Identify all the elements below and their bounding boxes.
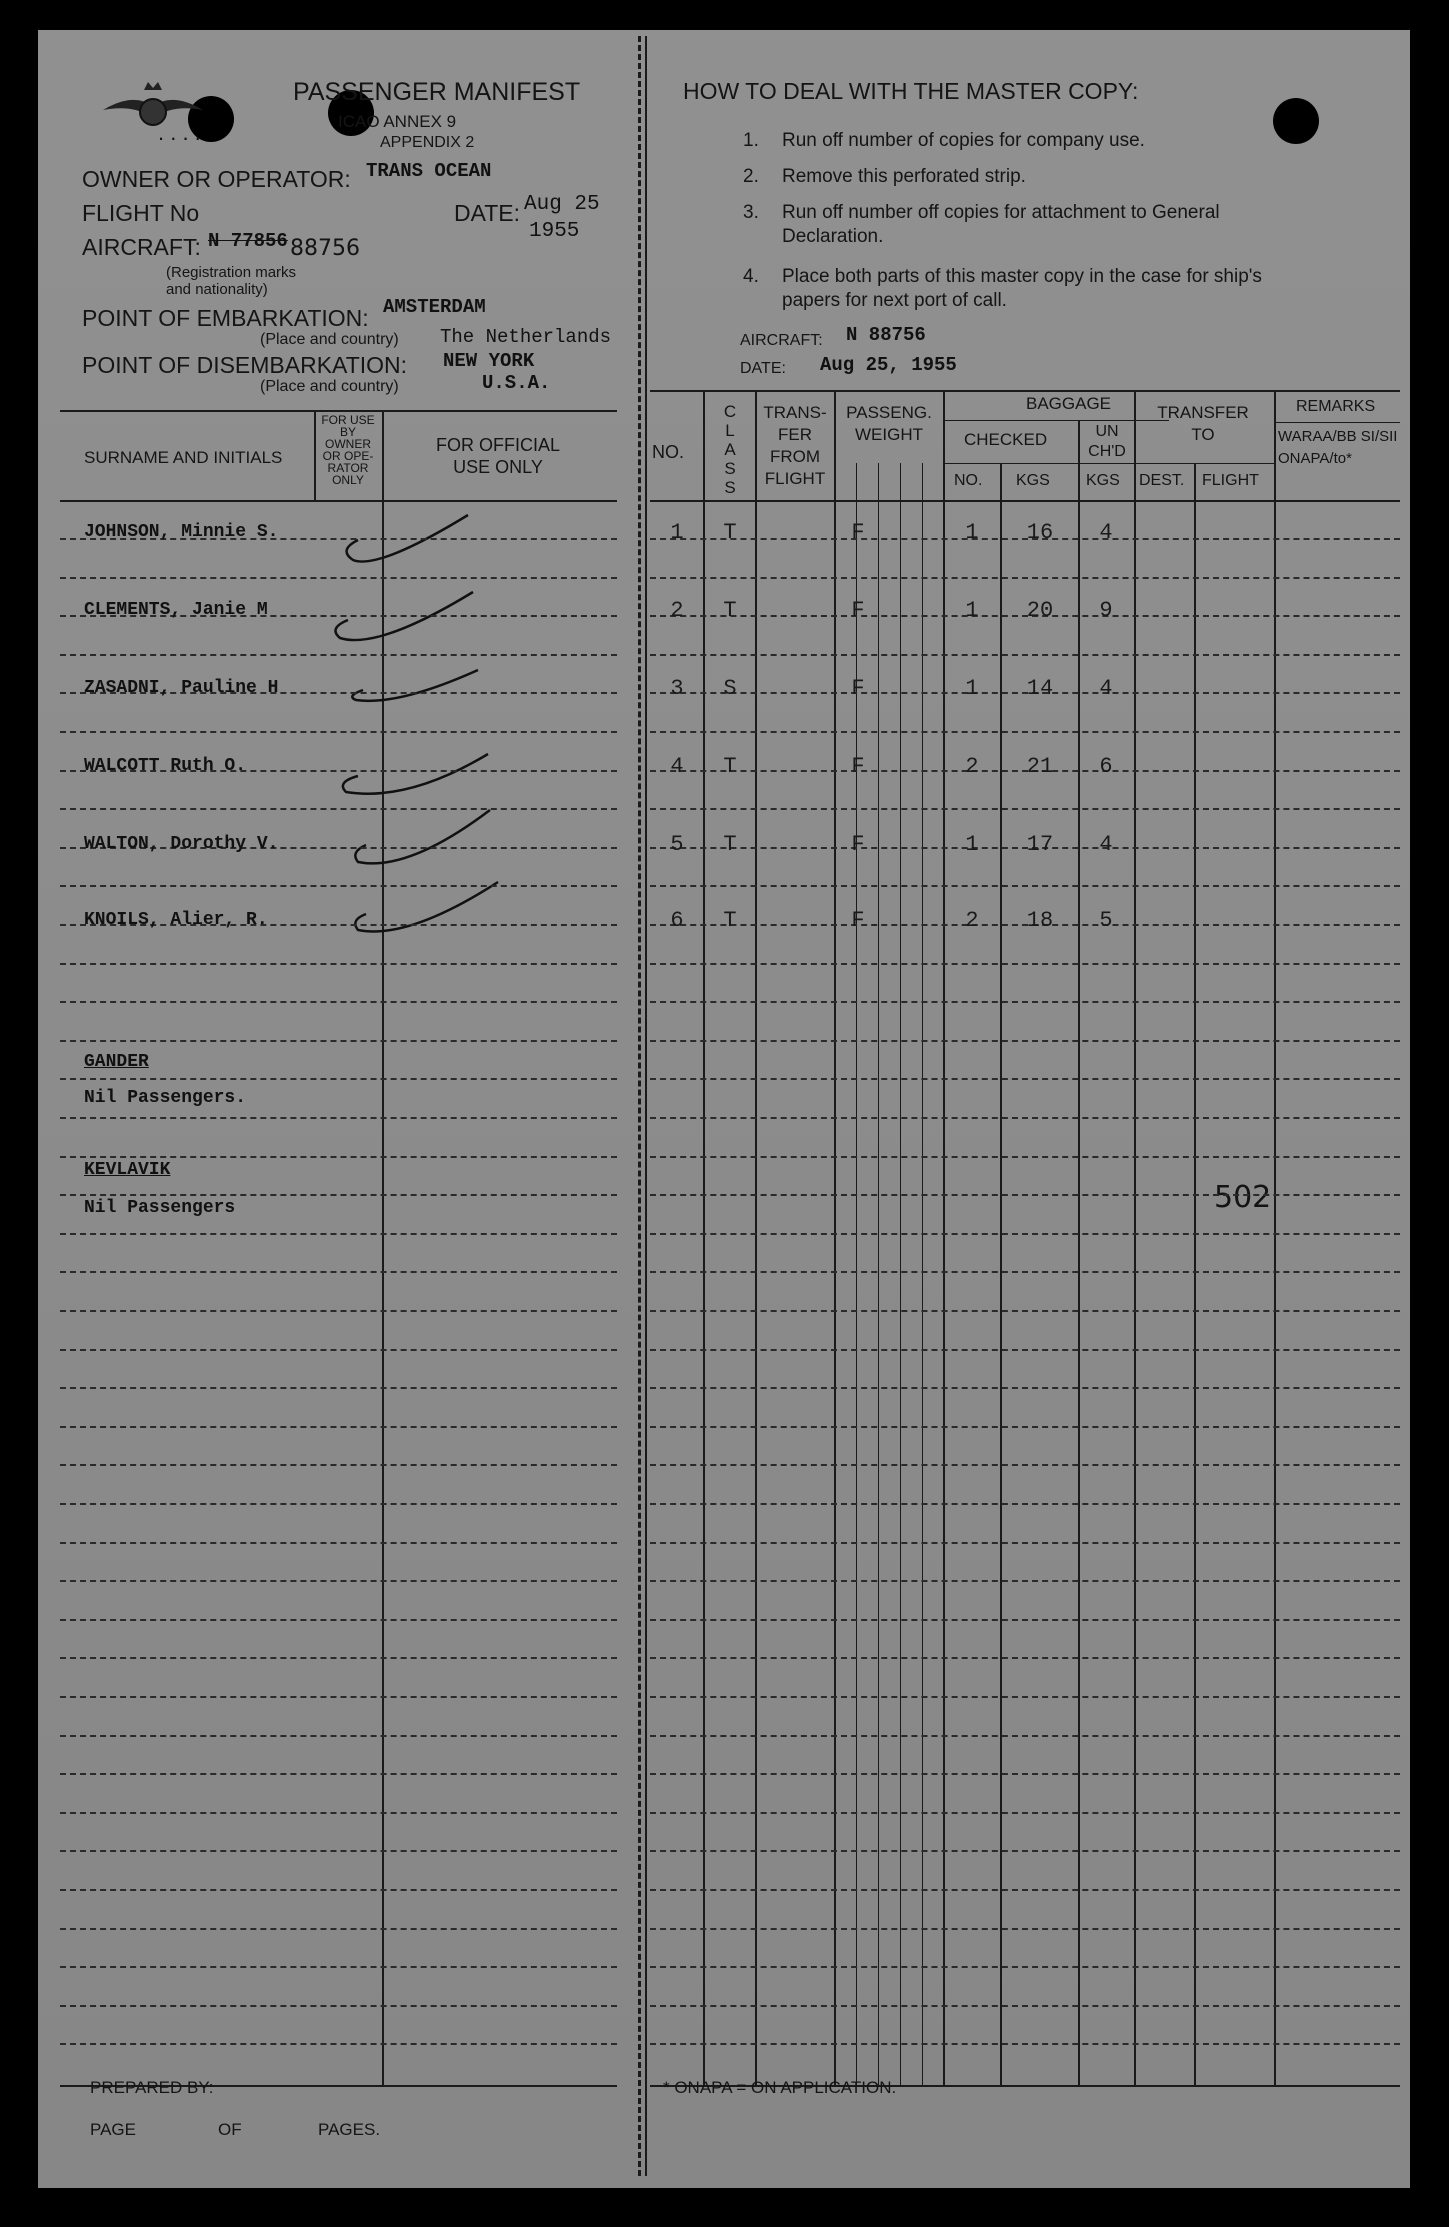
appendix-label: APPENDIX 2 [380,134,475,151]
col-line-thin [922,463,923,2085]
disembarkation-country: U.S.A. [482,372,551,394]
col-flight: FLIGHT [1202,472,1259,489]
ruled-line [650,1117,1400,1119]
gander-note: Nil Passengers. [84,1088,247,1108]
owner-value: TRANS OCEAN [366,160,492,182]
col-line [834,390,836,2085]
ruled-line [60,1156,617,1158]
checked-divider [943,463,1090,464]
passenger-bag-kgs: 20 [1026,598,1054,623]
ruled-line [650,1426,1400,1428]
passenger-class: T [723,832,737,857]
ruled-line [60,808,617,810]
table-top-border-right [650,390,1400,392]
aircraft-value-handwritten: 88756 [290,236,360,261]
col-weight: PASSENG. WEIGHT [846,403,932,444]
ruled-line [650,1271,1400,1273]
instruction-number: 2. [743,166,759,187]
passenger-weight: F [851,832,865,857]
instruction-text: Run off number of copies for company use. [782,130,1145,151]
ruled-line [650,1773,1400,1775]
passenger-bag-no: 2 [965,908,979,933]
instructions-title: HOW TO DEAL WITH THE MASTER COPY: [683,78,1139,104]
ruled-line [650,1233,1400,1235]
passenger-name: WALCOTT Ruth O. [84,756,247,776]
passenger-unchd-kgs: 4 [1099,520,1113,545]
col-baggage: BAGGAGE [1026,394,1112,413]
col-line [755,390,757,2085]
ruled-line [60,885,617,887]
ruled-line [650,885,1400,887]
ruled-line [650,1735,1400,1737]
col-checked: CHECKED [964,430,1048,449]
col-dest: DEST. [1139,472,1185,489]
registration-note-2: and nationality) [166,281,268,298]
passenger-name: KNOILS, Alier, R. [84,910,268,930]
manifest-sheet [38,30,1410,2188]
passenger-bag-no: 1 [965,676,979,701]
col-line [1000,463,1002,2085]
ruled-line [650,2043,1400,2045]
ruled-line [60,1928,617,1930]
col-no: NO. [652,442,685,462]
ruled-line [650,808,1400,810]
ruled-line [60,731,617,733]
page-label: PAGE [90,2120,136,2139]
strip-aircraft-value: N 88756 [846,324,926,346]
passenger-weight: F [851,520,865,545]
ruled-line [650,1812,1400,1814]
of-label: OF [218,2120,242,2139]
ruled-line [650,577,1400,579]
col-for-use: FOR USE BY OWNER OR OPE- RATOR ONLY [321,413,375,487]
passenger-class: T [723,754,737,779]
passenger-class: T [723,598,737,623]
ruled-line [650,654,1400,656]
embarkation-city: AMSTERDAM [383,296,486,318]
passenger-name: CLEMENTS, Janie M [84,600,268,620]
embarkation-country: The Netherlands [440,326,612,348]
logo-dots: . . . . [158,120,201,145]
date-value-year: 1955 [529,220,580,243]
col-unchd-kgs: KGS [1086,472,1120,489]
instruction-text: Declaration. [782,226,884,247]
col-line [1134,390,1136,2085]
ruled-line [650,1580,1400,1582]
ruled-line [650,2005,1400,2007]
passenger-weight: F [851,676,865,701]
col-line [1194,463,1196,2085]
ruled-line [60,1580,617,1582]
ruled-line [650,1310,1400,1312]
ruled-line [60,963,617,965]
annex-label: ICAO ANNEX 9 [338,112,457,131]
passenger-weight: F [851,908,865,933]
col-line [1078,420,1080,2085]
ruled-line [650,1619,1400,1621]
ruled-line [60,1966,617,1968]
col-checked-no: NO. [954,472,983,489]
ruled-line [60,1349,617,1351]
passenger-weight: F [851,598,865,623]
ruled-line [60,1194,617,1196]
col-class: C L A S S [723,402,737,497]
aircraft-label: AIRCRAFT: [82,234,201,260]
col-line [1274,390,1276,2085]
passenger-no: 6 [670,908,684,933]
ruled-line [650,1696,1400,1698]
col-line-thin [878,463,879,2085]
instruction-number: 4. [743,266,759,287]
passenger-weight: F [851,754,865,779]
col-surname: SURNAME AND INITIALS [84,448,283,467]
pages-label: PAGES. [318,2120,381,2139]
passenger-bag-kgs: 18 [1026,908,1054,933]
passenger-unchd-kgs: 4 [1099,676,1113,701]
passenger-unchd-kgs: 4 [1099,832,1113,857]
col-line [703,390,705,2085]
passenger-class: T [723,520,737,545]
passenger-bag-kgs: 17 [1026,832,1054,857]
ruled-line [650,1889,1400,1891]
ruled-line [60,1735,617,1737]
ruled-line [650,1040,1400,1042]
ruled-line [650,963,1400,965]
strip-edge [645,36,647,2176]
passenger-bag-no: 1 [965,598,979,623]
ruled-line [650,1503,1400,1505]
disembarkation-city: NEW YORK [443,350,535,372]
disembarkation-label: POINT OF DISEMBARKATION: [82,352,408,378]
gander-title: GANDER [84,1052,149,1072]
instruction-number: 1. [743,130,759,151]
owner-label: OWNER OR OPERATOR: [82,166,351,192]
ruled-line [60,1426,617,1428]
ruled-line [60,1387,617,1389]
ruled-line [60,1889,617,1891]
ruled-line [650,1156,1400,1158]
passenger-bag-kgs: 16 [1026,520,1054,545]
col-line-thin [900,463,901,2085]
col-line [943,390,945,2085]
header-bottom-border-left [60,500,617,502]
col-remarks-codes: WARAA/BB SI/SII ONAPA/to* [1278,428,1398,467]
ruled-line [60,1271,617,1273]
passenger-no: 3 [670,676,684,701]
instruction-text: Place both parts of this master copy in the case for ship's [782,266,1262,287]
table-top-border-left [60,410,617,412]
col-unchd: UN CH'D [1088,423,1126,460]
passenger-bag-no: 1 [965,832,979,857]
transfer-divider [1090,463,1274,464]
ruled-line [650,1928,1400,1930]
passenger-name: ZASADNI, Pauline H [84,678,279,698]
date-label: DATE: [454,200,521,226]
instruction-text: Run off number off copies for attachment to General [782,202,1220,223]
col-official: FOR OFFICIAL USE ONLY [435,435,560,477]
passenger-bag-no: 1 [965,520,979,545]
page-title: PASSENGER MANIFEST [293,78,581,106]
ruled-line [60,1850,617,1852]
prepared-by-label: PREPARED BY: [90,2078,214,2097]
col-line [314,410,316,500]
ruled-line [650,731,1400,733]
ruled-line [60,1040,617,1042]
stamp-number: 502 [1214,1180,1272,1215]
ruled-line [60,1812,617,1814]
punch-hole [1273,98,1319,144]
ruled-line [650,1657,1400,1659]
ruled-line [60,1233,617,1235]
instruction-text: Remove this perforated strip. [782,166,1026,187]
ruled-line [60,1310,617,1312]
passenger-class: S [723,676,737,701]
passenger-unchd-kgs: 9 [1099,598,1113,623]
instruction-text: papers for next port of call. [782,290,1007,311]
ruled-line [60,1773,617,1775]
col-checked-kgs: KGS [1016,472,1050,489]
onapa-note: * ONAPA = ON APPLICATION. [663,2078,897,2097]
ruled-line [60,1464,617,1466]
ruled-line [650,1542,1400,1544]
passenger-no: 4 [670,754,684,779]
col-transfer-to: TRANSFER TO [1157,403,1249,444]
ruled-line [650,1850,1400,1852]
passenger-bag-no: 2 [965,754,979,779]
place-country-note-2: (Place and country) [260,378,399,395]
ruled-line [60,2043,617,2045]
ruled-line [60,1696,617,1698]
col-transfer-from: TRANS- FER FROM FLIGHT [763,403,827,488]
passenger-name: JOHNSON, Minnie S. [84,522,279,542]
ruled-line [60,2005,617,2007]
ruled-line [60,1657,617,1659]
passenger-no: 5 [670,832,684,857]
keflavik-note: Nil Passengers [84,1198,236,1218]
ruled-line [60,1001,617,1003]
strip-date-value: Aug 25, 1955 [820,354,957,376]
date-value-month: Aug 25 [524,193,600,216]
strip-aircraft-label: AIRCRAFT: [740,332,823,349]
passenger-unchd-kgs: 5 [1099,908,1113,933]
embarkation-label: POINT OF EMBARKATION: [82,305,369,331]
ruled-line [650,1464,1400,1466]
ruled-line [60,577,617,579]
ruled-line [60,1619,617,1621]
passenger-name: WALTON, Dorothy V. [84,834,279,854]
ruled-line [650,1194,1400,1196]
ruled-line [650,1078,1400,1080]
passenger-bag-kgs: 21 [1026,754,1054,779]
header-bottom-border-right [650,500,1400,502]
passenger-bag-kgs: 14 [1026,676,1054,701]
place-country-note-1: (Place and country) [260,331,399,348]
ruled-line [60,654,617,656]
strip-date-label: DATE: [740,360,786,377]
flight-label: FLIGHT No [82,200,200,226]
ruled-line [650,1387,1400,1389]
passenger-no: 2 [670,598,684,623]
registration-note-1: (Registration marks [166,264,297,281]
passenger-no: 1 [670,520,684,545]
passenger-class: T [723,908,737,933]
ruled-line [60,1503,617,1505]
ruled-line [60,1117,617,1119]
perforation-line [638,36,641,2176]
ruled-line [650,1349,1400,1351]
ruled-line [650,1001,1400,1003]
col-remarks: REMARKS [1296,398,1376,415]
passenger-unchd-kgs: 6 [1099,754,1113,779]
ruled-line [60,1542,617,1544]
ruled-line [650,1966,1400,1968]
instruction-number: 3. [743,202,759,223]
ruled-line [60,1078,617,1080]
remarks-divider [1274,422,1400,423]
aircraft-value-struck: N 77856 [208,230,288,252]
col-line-thin [856,463,857,2085]
keflavik-title: KEVLAVIK [84,1160,171,1180]
